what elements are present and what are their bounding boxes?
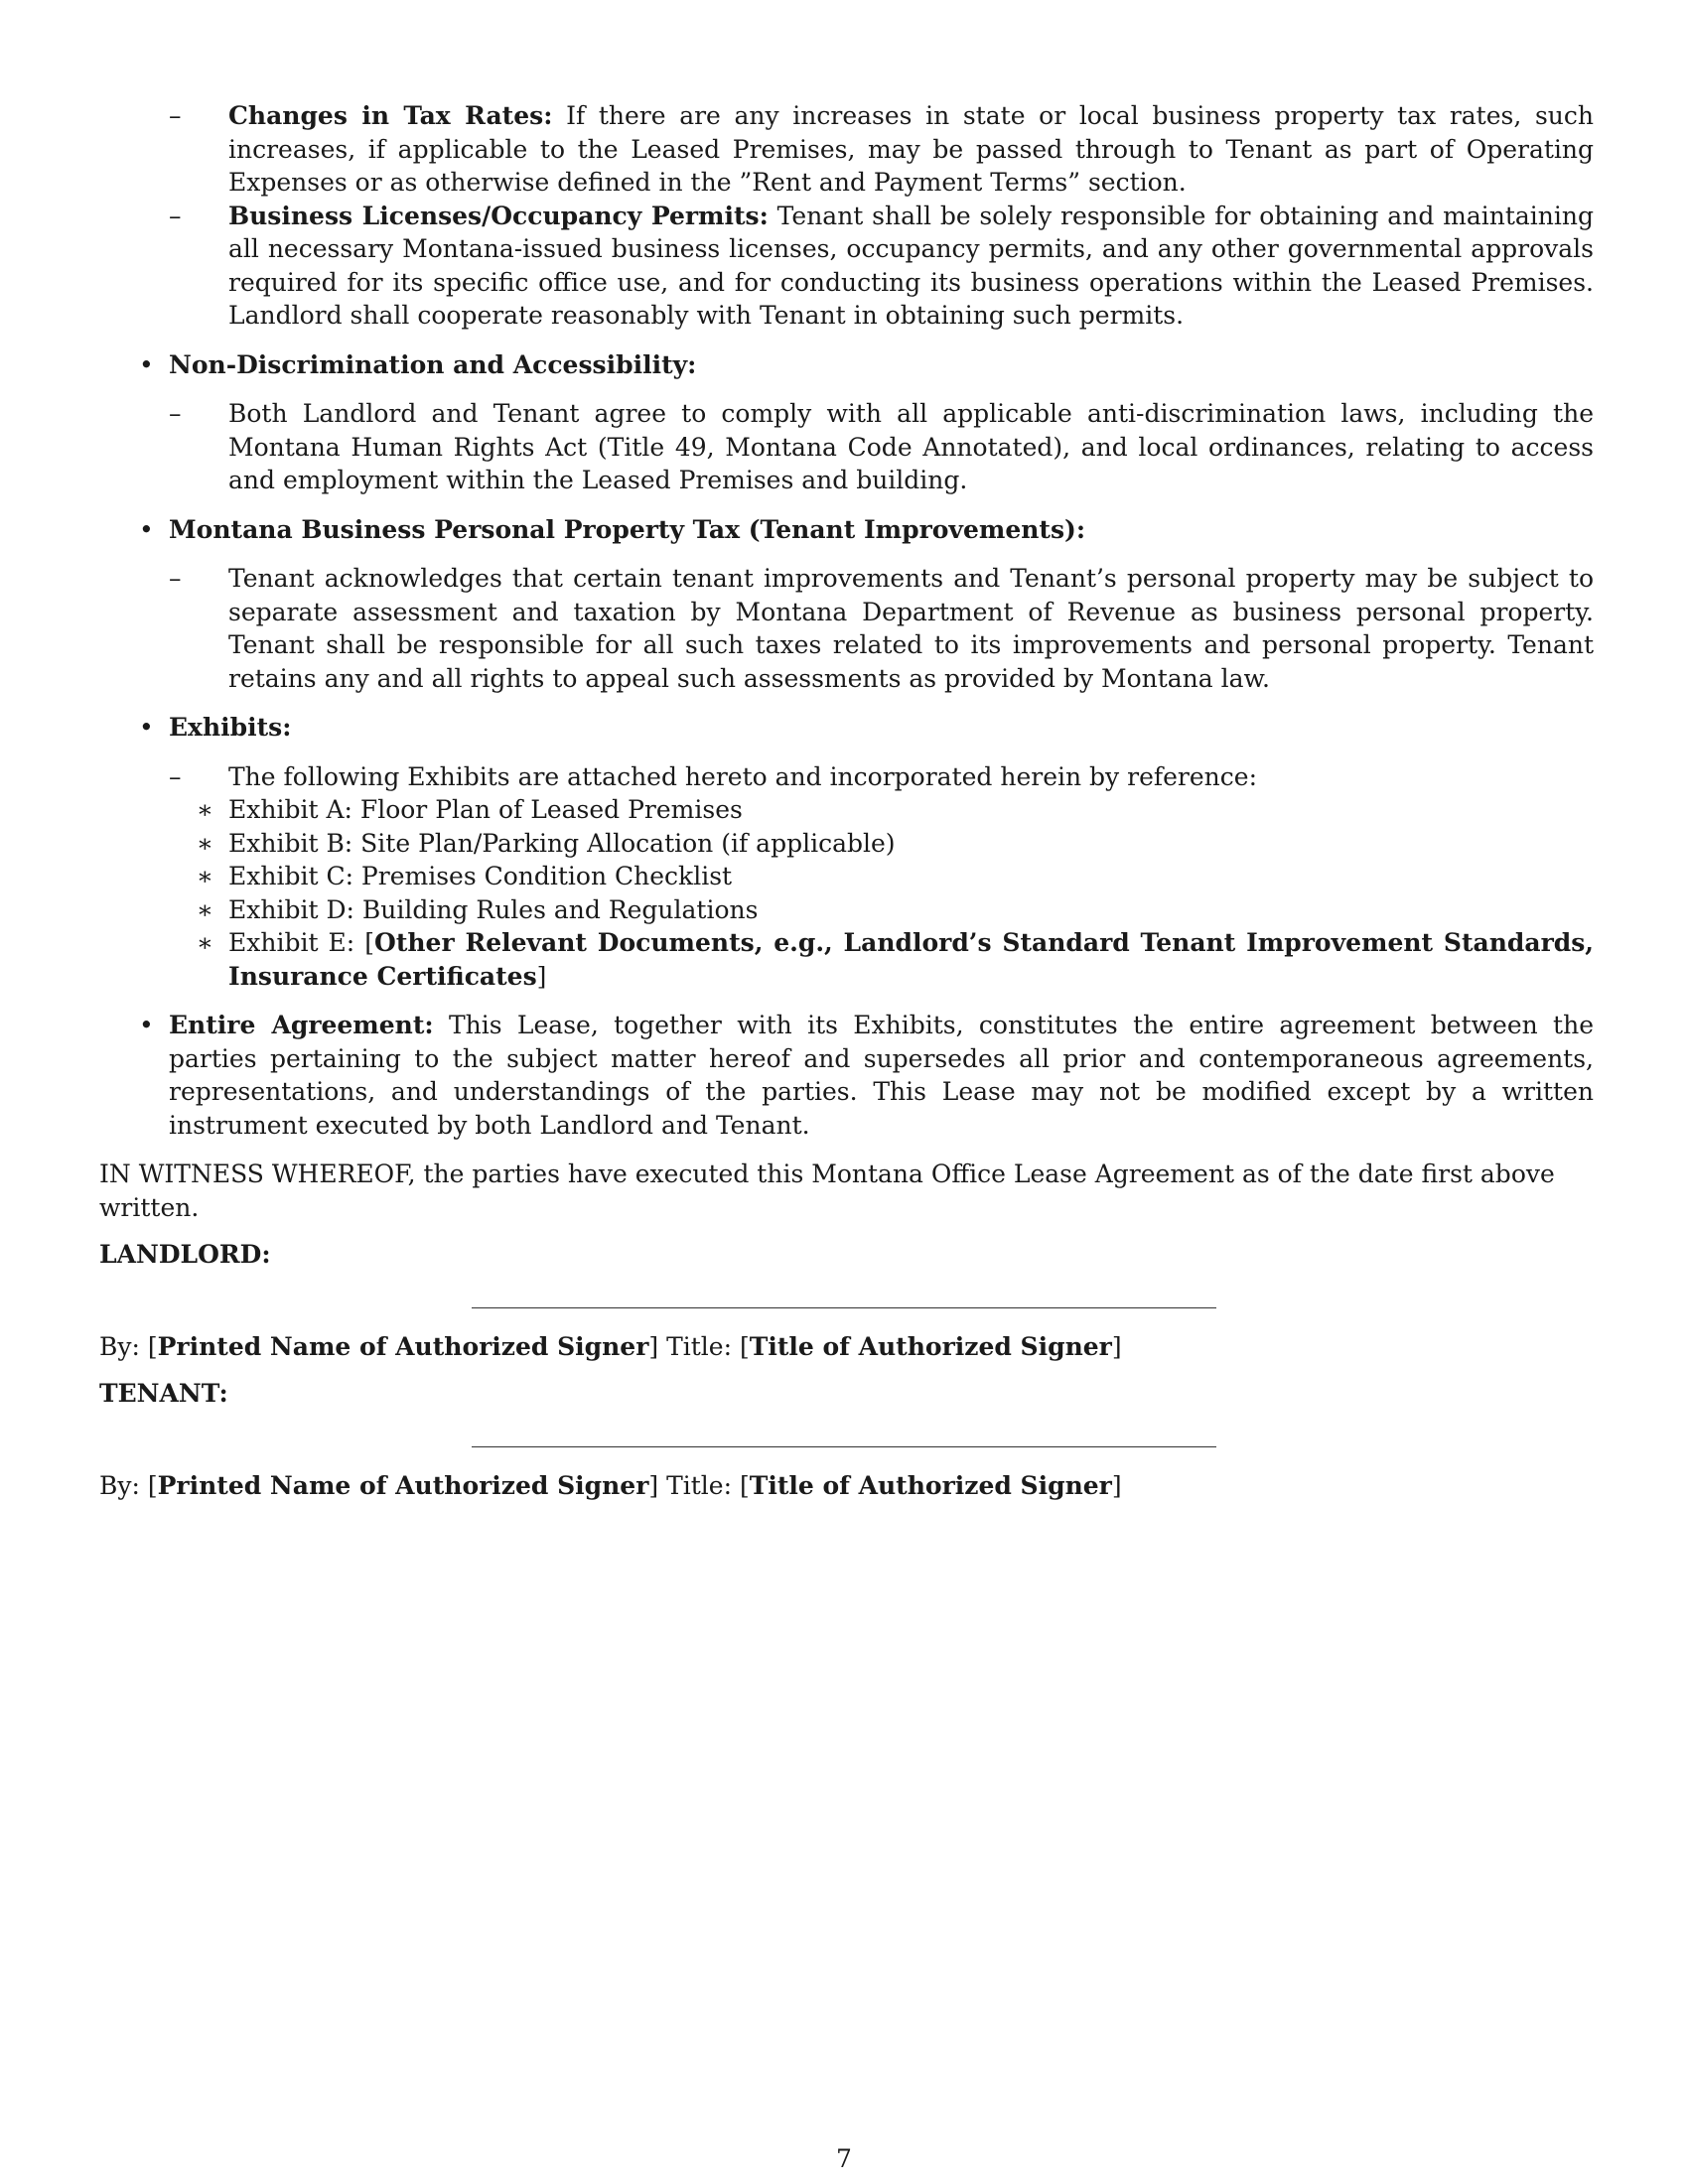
sub-list xyxy=(169,397,1594,497)
landlord-signature-block xyxy=(99,1238,1594,1363)
title-placeholder: Title of Authorized Signer xyxy=(749,1470,1112,1500)
personal-property-tax-section xyxy=(99,513,1594,696)
exhibits-section xyxy=(99,711,1594,993)
section-heading: Exhibits: xyxy=(169,713,292,742)
item-text: This Lease, together with its Exhibits, constitutes the entire agreement between the parties pertaining to the subject matter hereof and supersedes all prior and contemporaneous agreements, representations, and understandings of the parties. This Lease may not be modified except by a written instrument executed by both Landlord and Tenant. xyxy=(169,1011,1595,1140)
exhibit-item: ∗ Exhibit C: Premises Condition Checklist xyxy=(177,860,1594,893)
list-item xyxy=(169,397,1594,497)
tax-subsection-list xyxy=(99,99,1594,333)
signature-line xyxy=(472,1446,1216,1447)
tenant-signature-block xyxy=(99,1377,1594,1502)
item-text: If there are any increases in state or local business property tax rates, such increases, if applicable to the Leased Premises, may be passed through to Tenant as part of Operating Expenses or as otherwise defined in the ”Rent and Payment Terms” section. xyxy=(228,101,1594,197)
exhibit-item: ∗ Exhibit D: Building Rules and Regulations xyxy=(177,893,1594,927)
title-placeholder: Title of Authorized Signer xyxy=(749,1331,1112,1361)
document-page xyxy=(99,99,1594,1502)
party-label: LANDLORD: xyxy=(99,1240,271,1269)
name-placeholder: Printed Name of Authorized Signer xyxy=(157,1331,649,1361)
exhibit-item: ∗ Exhibit A: Floor Plan of Leased Premises xyxy=(177,793,1594,827)
signer-info: By: [Printed Name of Authorized Signer] Title: [Title of Authorized Signer] xyxy=(99,1470,1122,1500)
signature-line xyxy=(472,1307,1216,1308)
witness-statement: IN WITNESS WHEREOF, the parties have executed this Montana Office Lease Agreement as of the date first above written. xyxy=(99,1160,1555,1222)
list-item xyxy=(169,562,1594,695)
non-discrimination-section xyxy=(99,348,1594,497)
item-label: Changes in Tax Rates: xyxy=(228,101,553,130)
signer-info: By: [Printed Name of Authorized Signer] Title: [Title of Authorized Signer] xyxy=(99,1331,1122,1361)
exhibits-intro: The following Exhibits are attached hereto and incorporated herein by reference: xyxy=(228,761,1257,791)
party-label: TENANT: xyxy=(99,1379,228,1408)
exhibit-e-placeholder: Other Relevant Documents, e.g., Landlord’s Standard Tenant Improvement Standards, Insurance Certificates xyxy=(228,928,1594,991)
exhibit-list xyxy=(228,793,1594,993)
item-text: Both Landlord and Tenant agree to comply with all applicable anti-discrimination laws, including the Montana Human Rights Act (Title 49, Montana Code Annotated), and local ordinances, relating to access and employment within the Leased Premises and building. xyxy=(228,399,1594,494)
item-label: Business Licenses/Occupancy Permits: xyxy=(228,201,769,230)
list-item xyxy=(169,200,1594,333)
section-heading: Montana Business Personal Property Tax (Tenant Improvements): xyxy=(169,514,1086,544)
exhibit-item: ∗ Exhibit B: Site Plan/Parking Allocation (if applicable) xyxy=(177,827,1594,861)
section-heading: Non-Discrimination and Accessibility: xyxy=(169,349,697,379)
section-heading: Entire Agreement: xyxy=(169,1011,434,1039)
name-placeholder: Printed Name of Authorized Signer xyxy=(157,1470,649,1500)
item-text: Tenant shall be solely responsible for obtaining and maintaining all necessary Montana-issued business licenses, occupancy permits, and any other governmental approvals required for its specific office use, and for conducting its business operations within the Leased Premises. Landlord shall cooperate reasonably with Tenant in obtaining such permits. xyxy=(228,201,1594,330)
sub-list xyxy=(169,562,1594,695)
sub-list xyxy=(169,760,1594,994)
main-bullet-list xyxy=(99,348,1594,1143)
list-item xyxy=(169,99,1594,200)
exhibit-item: ∗ Exhibit E: [Other Relevant Documents, e.g., Landlord’s Standard Tenant Improvement Standards, Insurance Certificates] xyxy=(177,926,1594,993)
page-number: 7 xyxy=(836,2144,852,2173)
entire-agreement-section xyxy=(99,1009,1594,1142)
item-text: Tenant acknowledges that certain tenant improvements and Tenant’s personal property may be subject to separate assessment and taxation by Montana Department of Revenue as business personal property. Tenant shall be responsible for all such taxes related to its improvements and personal property. Tenant retains any and all rights to appeal such assessments as provided by Montana law. xyxy=(228,564,1594,693)
list-item xyxy=(169,760,1594,994)
